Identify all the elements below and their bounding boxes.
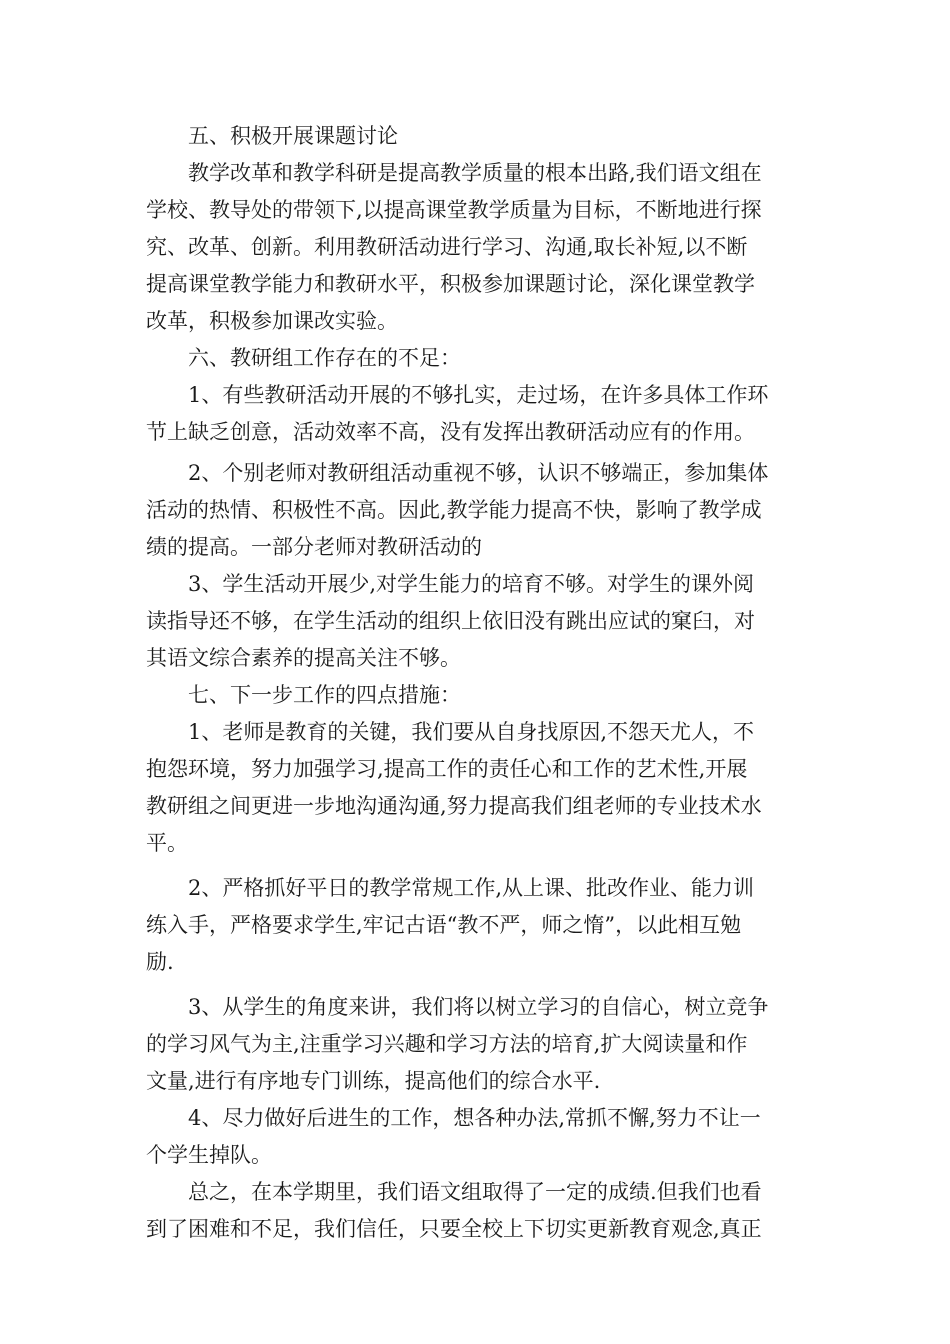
- section-seven-item-3: [146, 989, 806, 1100]
- section-five-heading: 五、积极开展课题讨论: [188, 124, 398, 148]
- section-seven-item-2: [146, 870, 806, 981]
- paragraph-line: 教研组之间更进一步地沟通沟通,努力提高我们组老师的专业技术水: [146, 794, 762, 818]
- paragraph-line: 节上缺乏创意，活动效率不高，没有发挥出教研活动应有的作用。: [146, 420, 755, 444]
- section-six-item-2: [146, 455, 806, 566]
- paragraph-line: 个学生掉队。: [146, 1143, 272, 1167]
- paragraph-line: 平。: [146, 831, 188, 855]
- paragraph-line: 2、个别老师对教研组活动重视不够，认识不够端正，参加集体: [188, 461, 769, 485]
- paragraph-line: 改革，积极参加课改实验。: [146, 309, 398, 333]
- paragraph-line: 学校、教导处的带领下,以提高课堂教学质量为目标，不断地进行探: [146, 198, 762, 222]
- section-six-item-3: [146, 566, 806, 677]
- paragraph-line: 的学习风气为主,注重学习兴趣和学习方法的培育,扩大阅读量和作: [146, 1032, 748, 1056]
- paragraph-line: 3、从学生的角度来讲，我们将以树立学习的自信心，树立竞争: [188, 995, 769, 1019]
- section-five-paragraph: [146, 155, 806, 340]
- paragraph-line: 励.: [146, 950, 174, 974]
- paragraph-line: 练入手，严格要求学生,牢记古语“教不严，师之惰”，以此相互勉: [146, 913, 742, 937]
- paragraph-line: 抱怨环境，努力加强学习,提高工作的责任心和工作的艺术性,开展: [146, 757, 748, 781]
- paragraph-line: 绩的提高。一部分老师对教研活动的: [146, 535, 482, 559]
- paragraph-line: 教学改革和教学科研是提高教学质量的根本出路,我们语文组在: [188, 161, 762, 185]
- paragraph-line: 其语文综合素养的提高关注不够。: [146, 646, 461, 670]
- paragraph-line: 4、尽力做好后进生的工作，想各种办法,常抓不懈,努力不让一: [188, 1106, 761, 1130]
- paragraph-line: 文量,进行有序地专门训练，提高他们的综合水平.: [146, 1069, 601, 1093]
- document-page: [146, 118, 806, 1248]
- paragraph-line: 活动的热情、积极性不高。因此,教学能力提高不快，影响了教学成: [146, 498, 762, 522]
- section-six-item-1: [146, 377, 806, 451]
- section-seven-item-1: [146, 714, 806, 862]
- paragraph-line: 1、老师是教育的关键，我们要从自身找原因,不怨天尤人，不: [188, 720, 755, 744]
- paragraph-line: 3、学生活动开展少,对学生能力的培育不够。对学生的课外阅: [188, 572, 755, 596]
- paragraph-line: 2、严格抓好平日的教学常规工作,从上课、批改作业、能力训: [188, 876, 755, 900]
- summary-paragraph: [146, 1174, 806, 1248]
- paragraph-line: 到了困难和不足，我们信任，只要全校上下切实更新教育观念,真正: [146, 1217, 762, 1241]
- paragraph-line: 读指导还不够，在学生活动的组织上依旧没有跳出应试的窠臼，对: [146, 609, 755, 633]
- section-seven-heading: 七、下一步工作的四点措施：: [188, 683, 461, 707]
- paragraph-line: 究、改革、创新。利用教研活动进行学习、沟通,取长补短,以不断: [146, 235, 748, 259]
- paragraph-line: 总之，在本学期里，我们语文组取得了一定的成绩.但我们也看: [188, 1180, 762, 1204]
- section-seven-item-4: [146, 1100, 806, 1174]
- paragraph-line: 1、有些教研活动开展的不够扎实，走过场，在许多具体工作环: [188, 383, 769, 407]
- section-six-heading: 六、教研组工作存在的不足：: [188, 346, 461, 370]
- paragraph-line: 提高课堂教学能力和教研水平，积极参加课题讨论，深化课堂教学: [146, 272, 755, 296]
